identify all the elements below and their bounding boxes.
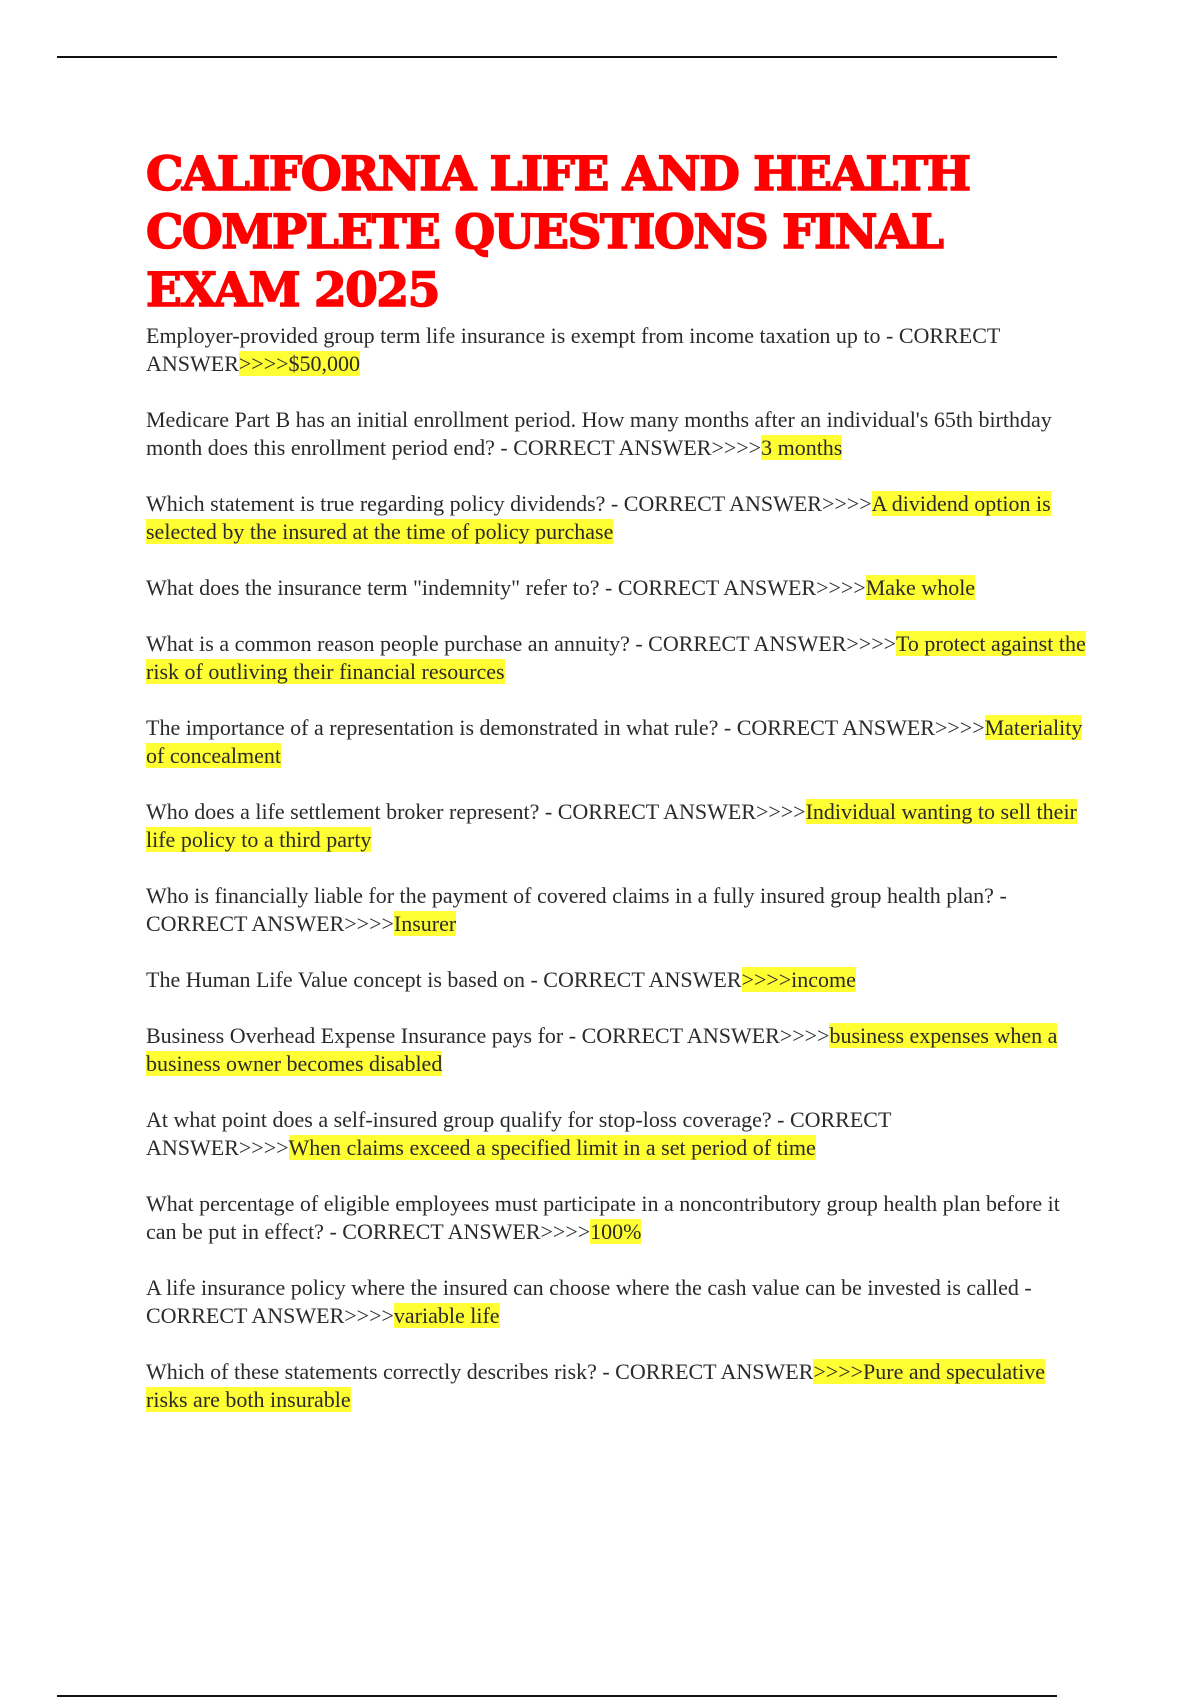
question-text: Who is financially liable for the payment of covered claims in a fully insured group health plan? - CORRECT ANSWER	[146, 883, 1007, 936]
answer-prefix: >>>>	[821, 491, 872, 516]
qa-item	[146, 714, 1086, 770]
qa-item	[146, 1274, 1086, 1330]
qa-list	[146, 322, 1086, 1414]
qa-item	[146, 1022, 1086, 1078]
bottom-rule	[57, 1695, 1057, 1697]
answer-highlight: When claims exceed a specified limit in a set period of time	[288, 1135, 816, 1160]
qa-item	[146, 322, 1086, 378]
answer-highlight: variable life	[393, 1303, 500, 1328]
question-text: The importance of a representation is demonstrated in what rule? - CORRECT ANSWER	[146, 715, 935, 740]
answer-highlight: Individual wanting to sell their life policy to a third party	[146, 799, 1077, 852]
qa-item	[146, 574, 1086, 602]
answer-prefix: >>>>	[238, 1135, 289, 1160]
document-body	[146, 146, 1086, 1442]
answer-prefix: >>>>	[934, 715, 985, 740]
qa-item	[146, 966, 1086, 994]
answer-prefix: >>>>	[755, 799, 806, 824]
qa-item	[146, 798, 1086, 854]
top-rule	[57, 56, 1057, 58]
qa-item	[146, 630, 1086, 686]
answer-prefix: >>>>	[816, 575, 866, 600]
answer-highlight: >>>>Pure and speculative risks are both insurable	[146, 1359, 1046, 1412]
answer-prefix: >>>>	[344, 911, 394, 936]
answer-highlight: >>>>income	[741, 967, 856, 992]
question-text: Who does a life settlement broker represent? - CORRECT ANSWER	[146, 799, 756, 824]
question-text: At what point does a self-insured group qualify for stop-loss coverage? - CORRECT ANSWER	[146, 1107, 892, 1160]
qa-item	[146, 1190, 1086, 1246]
qa-item	[146, 490, 1086, 546]
answer-prefix: >>>>	[540, 1219, 591, 1244]
question-text: What percentage of eligible employees must participate in a noncontributory group health plan before it can be put in effect? - CORRECT ANSWER	[146, 1191, 1060, 1244]
qa-item	[146, 882, 1086, 938]
question-text: The Human Life Value concept is based on - CORRECT ANSWER	[146, 967, 742, 992]
question-text: What is a common reason people purchase an annuity? - CORRECT ANSWER	[146, 631, 847, 656]
answer-highlight: 100%	[590, 1219, 642, 1244]
answer-highlight: business expenses when a business owner becomes disabled	[146, 1023, 1058, 1076]
question-text: A life insurance policy where the insured can choose where the cash value can be invested is called - CORRECT ANSWER	[146, 1275, 1032, 1328]
question-text: Which of these statements correctly describes risk? - CORRECT ANSWER	[146, 1359, 814, 1384]
question-text: Business Overhead Expense Insurance pays for - CORRECT ANSWER	[146, 1023, 780, 1048]
answer-highlight: >>>>$50,000	[238, 351, 361, 376]
answer-highlight: 3 months	[761, 435, 843, 460]
question-text: What does the insurance term "indemnity" refer to? - CORRECT ANSWER	[146, 575, 817, 600]
answer-highlight: A dividend option is selected by the insured at the time of policy purchase	[146, 491, 1051, 544]
answer-prefix: >>>>	[344, 1303, 394, 1328]
document-title: CALIFORNIA LIFE AND HEALTH COMPLETE QUESTIONS FINAL EXAM 2025	[146, 147, 970, 318]
qa-item	[146, 406, 1086, 462]
qa-item	[146, 1358, 1086, 1414]
question-text: Employer-provided group term life insurance is exempt from income taxation up to - CORRECT ANSWER	[146, 323, 1000, 376]
answer-prefix: >>>>	[711, 435, 762, 460]
answer-highlight: Make whole	[865, 575, 976, 600]
answer-highlight: Insurer	[393, 911, 457, 936]
answer-highlight: Materiality of concealment	[146, 715, 1083, 768]
answer-prefix: >>>>	[846, 631, 897, 656]
question-text: Medicare Part B has an initial enrollment period. How many months after an individual's 65th birthday month does this enrollment period end? - CORRECT ANSWER	[146, 407, 1052, 460]
question-text: Which statement is true regarding policy dividends? - CORRECT ANSWER	[146, 491, 822, 516]
qa-item	[146, 1106, 1086, 1162]
answer-highlight: To protect against the risk of outliving their financial resources	[146, 631, 1086, 684]
answer-prefix: >>>>	[779, 1023, 830, 1048]
